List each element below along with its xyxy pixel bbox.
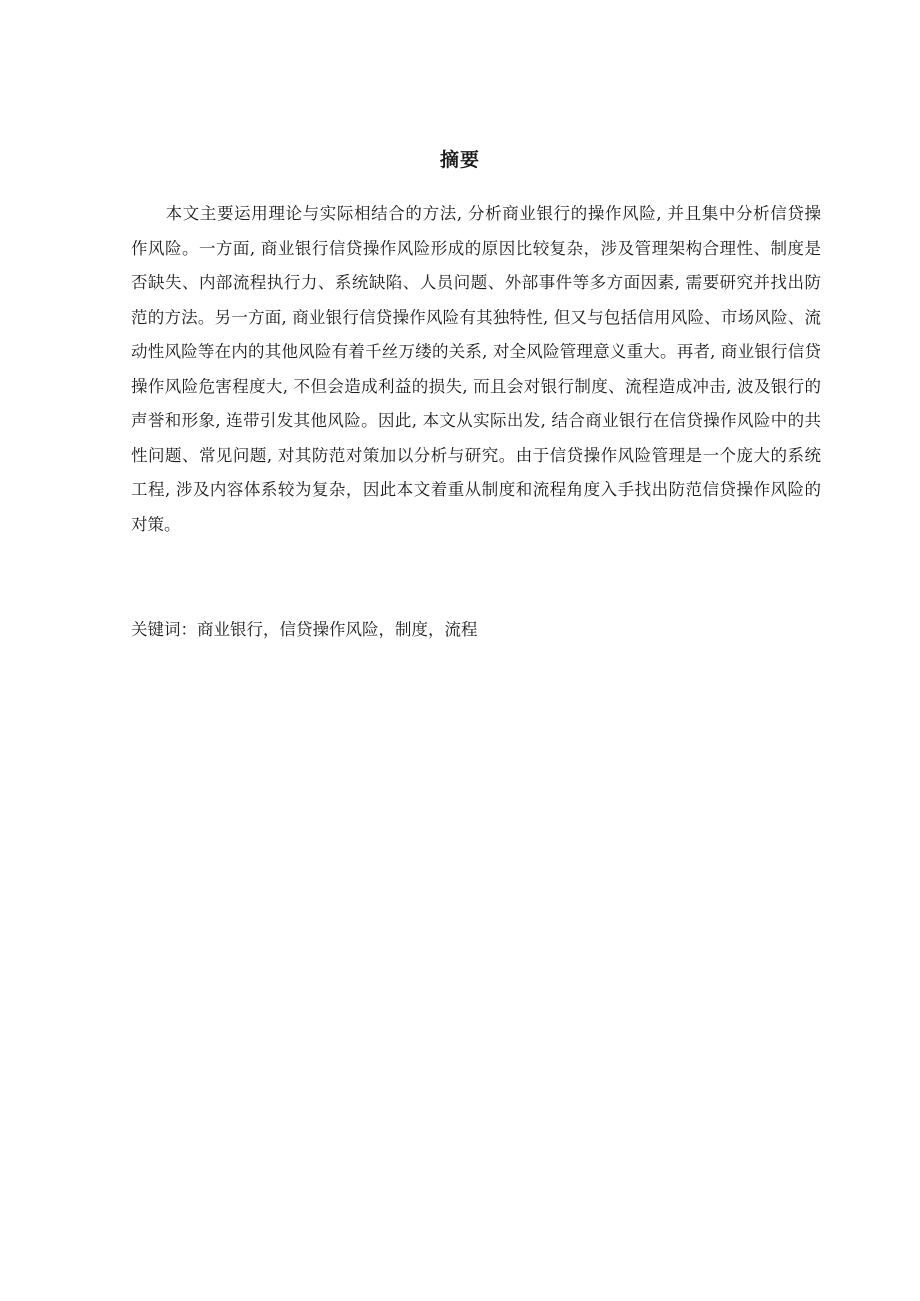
keywords-line: 关键词：商业银行，信贷操作风险，制度，流程 bbox=[131, 620, 478, 639]
abstract-line: 工程, 涉及内容体系较为复杂，因此本文着重从制度和流程角度入手找出防范信贷操作风险的 bbox=[131, 480, 821, 499]
abstract-line: 作风险。一方面, 商业银行信贷操作风险形成的原因比较复杂，涉及管理架构合理性、制度是 bbox=[131, 238, 821, 258]
abstract-line: 操作风险危害程度大, 不但会造成利益的损失, 而且会对银行制度、流程造成冲击, 波及银行的 bbox=[131, 376, 821, 396]
abstract-line: 否缺失、内部流程执行力、系统缺陷、人员问题、外部事件等多方面因素, 需要研究并找出防 bbox=[131, 273, 821, 292]
abstract-line: 本文主要运用理论与实际相结合的方法, 分析商业银行的操作风险, 并且集中分析信贷操 bbox=[165, 204, 821, 223]
abstract-line: 范的方法。另一方面, 商业银行信贷操作风险有其独特性, 但又与包括信用风险、市场风险、流 bbox=[131, 307, 821, 327]
abstract-body bbox=[131, 197, 821, 542]
abstract-line: 声誉和形象, 连带引发其他风险。因此, 本文从实际出发, 结合商业银行在信贷操作风险中的共 bbox=[131, 411, 821, 430]
abstract-line: 动性风险等在内的其他风险有着千丝万缕的关系, 对全风险管理意义重大。再者, 商业银行信贷 bbox=[131, 342, 821, 361]
abstract-title: 摘要 bbox=[439, 149, 480, 171]
abstract-line: 对策。 bbox=[131, 514, 181, 534]
abstract-line: 性问题、常见问题, 对其防范对策加以分析与研究。由于信贷操作风险管理是一个庞大的系统 bbox=[131, 445, 821, 465]
